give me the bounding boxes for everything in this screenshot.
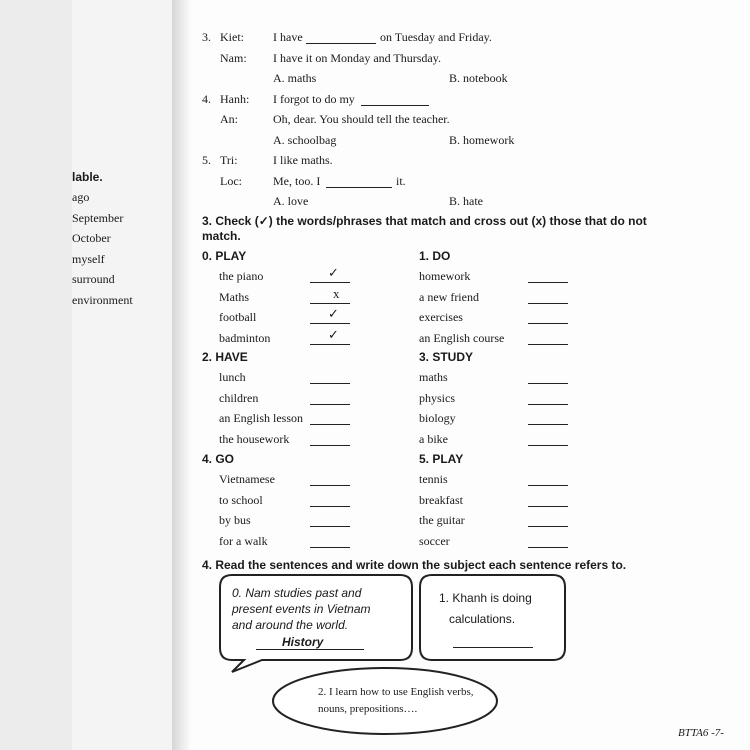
left-page-word: surround: [72, 272, 115, 286]
group-item: maths: [419, 370, 448, 384]
q4-speaker1: Hanh:: [220, 92, 250, 106]
exercise4-title: 4. Read the sentences and write down the subject each sentence refers to.: [202, 558, 627, 572]
bubble1-line1: 1. Khanh is doing: [439, 591, 532, 605]
group-item: breakfast: [419, 492, 463, 507]
group-label: 1. DO: [419, 249, 451, 263]
q5-speaker1: Tri:: [220, 153, 238, 167]
group-item: by bus: [219, 513, 251, 527]
q4-line2: Oh, dear. You should tell the teacher.: [273, 112, 450, 126]
exercise3-title-cont: match.: [202, 229, 241, 243]
group-item: football: [219, 310, 257, 324]
q3-speaker1: Kiet:: [220, 30, 244, 44]
bubble0-answer: History: [282, 635, 324, 649]
group-item: an English lesson: [219, 411, 303, 425]
group-item: biology: [419, 411, 456, 425]
q5-number: 5.: [202, 153, 211, 167]
q5-line2b: it.: [396, 174, 406, 188]
left-page-word: myself: [72, 251, 105, 266]
group-item: physics: [419, 390, 455, 405]
bubble1-line2: calculations.: [449, 612, 516, 626]
q3-option-b[interactable]: B. notebook: [449, 71, 508, 85]
check-mark: ✓: [328, 265, 339, 280]
bubble2-line1: 2. I learn how to use English verbs,: [318, 686, 474, 698]
check-mark: ✓: [328, 326, 339, 342]
group-label: 2. HAVE: [202, 350, 248, 364]
group-item: soccer: [419, 533, 450, 548]
group-label: 0. PLAY: [202, 249, 247, 263]
q5-option-a[interactable]: A. love: [273, 194, 309, 208]
q4-line1: I forgot to do my: [273, 92, 355, 106]
group-item: children: [219, 390, 259, 405]
group-item: a new friend: [419, 289, 479, 304]
exercise3-title: 3. Check (✓) the words/phrases that match and cross out (x) those that do not: [202, 214, 647, 228]
page-footer-code: BTTA6 -7-: [678, 727, 724, 739]
check-mark: ✓: [328, 306, 339, 321]
q3-line2: I have it on Monday and Thursday.: [273, 51, 441, 65]
group-item: tennis: [419, 472, 448, 486]
q5-line1: I like maths.: [273, 153, 333, 167]
q3-speaker2: Nam:: [220, 51, 247, 65]
q3-line1a: I have: [273, 30, 303, 44]
group-item: a bike: [419, 431, 448, 446]
group-item: Maths: [219, 289, 249, 304]
left-page-word: ago: [72, 190, 90, 204]
group-label: 3. STUDY: [419, 350, 474, 364]
group-item: the piano: [219, 269, 264, 283]
left-page-word: environment: [72, 292, 133, 307]
group-item: exercises: [419, 310, 463, 324]
left-page-heading: lable.: [72, 170, 103, 184]
q4-number: 4.: [202, 92, 211, 106]
group-item: an English course: [419, 330, 505, 345]
left-page-word: October: [72, 231, 111, 245]
q3-option-a[interactable]: A. maths: [273, 71, 317, 85]
group-item: lunch: [219, 370, 246, 384]
left-page-word: September: [72, 210, 124, 225]
group-item: the guitar: [419, 513, 465, 527]
group-item: for a walk: [219, 533, 268, 548]
group-item: the housework: [219, 431, 290, 446]
q4-option-a[interactable]: A. schoolbag: [273, 133, 337, 147]
bubble0-line1: 0. Nam studies past and: [232, 586, 362, 600]
q4-option-b[interactable]: B. homework: [449, 133, 515, 147]
bubble0-line2: present events in Vietnam: [232, 602, 371, 616]
q3-line1b: on Tuesday and Friday.: [380, 30, 492, 44]
q5-line2a: Me, too. I: [273, 174, 321, 188]
bubble0-line3: and around the world.: [232, 618, 349, 632]
q5-speaker2: Loc:: [220, 174, 242, 188]
group-label: 4. GO: [202, 452, 235, 466]
cross-mark: x: [333, 285, 340, 301]
bubble1-answer-line[interactable]: [453, 646, 533, 648]
q5-option-b[interactable]: B. hate: [449, 194, 483, 208]
q4-speaker2: An:: [220, 112, 238, 126]
group-label: 5. PLAY: [419, 452, 464, 466]
group-item: Vietnamese: [219, 472, 275, 486]
group-item: to school: [219, 492, 263, 507]
bubble2-line2: nouns, prepositions….: [318, 703, 418, 715]
speech-bubble-2: [273, 668, 497, 734]
group-item: badminton: [219, 330, 271, 345]
q3-number: 3.: [202, 30, 211, 44]
group-item: homework: [419, 269, 471, 283]
